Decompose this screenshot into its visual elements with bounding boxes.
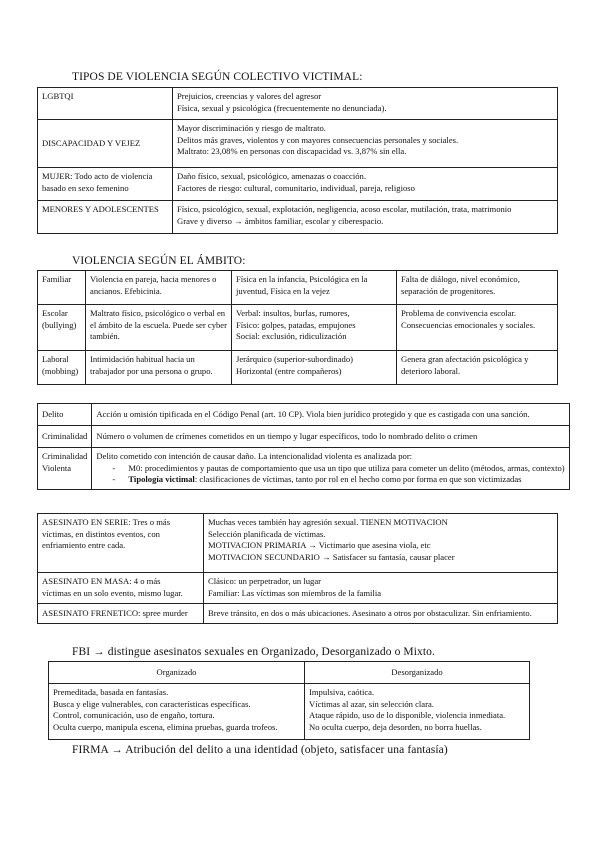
table-definiciones [37, 403, 570, 490]
table-row [38, 305, 558, 351]
row-content: Físico, psicológico, sexual, explotación, negligencia, acoso escolar, mutilación, trata, matrimonio Grave y diverso → ámbitos familiar, escolar y ciberespacio. [173, 201, 558, 234]
row-label: ASESINATO FRENETICO: spree murder [38, 604, 204, 624]
row-label: MUJER: Todo acto de violencia basado en sexo femenino [38, 168, 173, 201]
section-title-ambito: VIOLENCIA SEGÚN EL ÁMBITO: [72, 255, 246, 267]
table-row [38, 168, 558, 201]
table-row [38, 604, 558, 624]
section-title-colectivo: TIPOS DE VIOLENCIA SEGÚN COLECTIVO VICTIMAL: [72, 71, 363, 83]
row-content: Daño físico, sexual, psicológico, amenazas o coacción. Factores de riesgo: cultural, comunitario, individual, pareja, religioso [173, 168, 558, 201]
table-row [38, 426, 570, 448]
row-label: Escolar (bullying) [38, 305, 86, 351]
fbi-heading: FBI → distingue asesinatos sexuales en Organizado, Desorganizado o Mixto. [72, 646, 435, 658]
row-content: Mayor discriminación y riesgo de maltrato. Delitos más graves, violentos y con mayores consecuencias personales y sociales. Maltrato: 23,08% en personas con discapacidad vs. 3,87% sin ella. [173, 120, 558, 168]
table-row [38, 448, 570, 490]
row-content: Clásico: un perpetrador, un lugar Familiar: Las víctimas son miembros de la familia [204, 573, 558, 604]
ambito-cell-tipos: Jerárquico (superior-subordinado) Horizontal (entre compañeros) [232, 351, 397, 385]
table-colectivo [37, 87, 558, 234]
table-asesinatos [37, 513, 558, 624]
table-row [49, 684, 530, 740]
table-ambito [37, 270, 558, 385]
ambito-cell-descripcion: Violencia en pareja, hacia menores o ancianos. Efebicinia. [86, 271, 232, 305]
row-label: DISCAPACIDAD Y VEJEZ [38, 120, 173, 168]
row-label: LGBTQI [38, 88, 173, 120]
table-row [38, 201, 558, 234]
list-item: - Tipología victimal: clasificaciones de víctimas, tanto por rol en el hecho como por forma en que son victimizadas [128, 474, 564, 486]
bullet-list [96, 463, 564, 486]
ambito-cell-factores: Falta de diálogo, nivel económico, separación de progenitores. [397, 271, 558, 305]
row-label: ASESINATO EN MASA: 4 o más víctimas en un solo evento, mismo lugar. [38, 573, 204, 604]
row-content: Muchas veces también hay agresión sexual. TIENEN MOTIVACION Selección planificada de víctimas. MOTIVACION PRIMARIA → Victimario que asesina viola, etc MOTIVACION SECUNDARIO → Satisfacer su fantasía, causar placer [204, 514, 558, 573]
row-content: Acción u omisión tipificada en el Código Penal (art. 10 CP). Viola bien jurídico protegido y que es castigada con una sanción. [92, 404, 569, 426]
table-row [38, 88, 558, 120]
table-row [38, 573, 558, 604]
firma-line: FIRMA → Atribución del delito a una identidad (objeto, satisfacer una fantasía) [72, 744, 448, 756]
table-row [38, 404, 570, 426]
row-content: Breve tránsito, en dos o más ubicaciones. Asesinato a otros por obstaculizar. Sin enfriamiento. [204, 604, 558, 624]
table-row [38, 351, 558, 385]
table-row [38, 120, 558, 168]
column-header-desorganizado: Desorganizado [305, 662, 530, 684]
organizado-cell: Premeditada, basada en fantasías. Busca y elige vulnerables, con características específicas. Control, comunicación, uso de engaño, tortura. Oculta cuerpo, manipula escena, elimina pruebas, guarda trofeos. [49, 684, 305, 740]
column-header-organizado: Organizado [49, 662, 305, 684]
ambito-cell-tipos: Física en la infancia, Psicológica en la juventud, Física en la vejez [232, 271, 397, 305]
table-fbi [48, 661, 530, 740]
row-content: Delito cometido con intención de causar daño. La intencionalidad violenta es analizada por: - M0: procedimientos y pautas de comportamiento que usa un tipo que utiliza para cometer un delito (métodos, armas, contexto) - Tipología victimal: clasificaciones de víctimas, tanto por rol en el hecho como por forma en que son victimizadas [92, 448, 569, 490]
row-content: Prejuicios, creencias y valores del agresor Física, sexual y psicológica (frecuentemente no denunciada). [173, 88, 558, 120]
row-label: ASESINATO EN SERIE: Tres o más víctimas, en distintos eventos, con enfriamiento entre cada. [38, 514, 204, 573]
row-label: Laboral (mobbing) [38, 351, 86, 385]
ambito-cell-factores: Genera gran afectación psicológica y deterioro laboral. [397, 351, 558, 385]
row-label: Familiar [38, 271, 86, 305]
row-content: Número o volumen de crímenes cometidos en un tiempo y lugar específicos, todo lo nombrado delito o crimen [92, 426, 569, 448]
ambito-cell-descripcion: Intimidación habitual hacia un trabajador por una persona o grupo. [86, 351, 232, 385]
desorganizado-cell: Impulsiva, caótica. Víctimas al azar, sin selección clara. Ataque rápido, uso de lo disponible, violencia inmediata. No oculta cuerpo, deja desorden, no borra huellas. [305, 684, 530, 740]
list-item: - M0: procedimientos y pautas de comportamiento que usa un tipo que utiliza para cometer un delito (métodos, armas, contexto) [128, 463, 564, 475]
row-label: Delito [38, 404, 92, 426]
ambito-cell-descripcion: Maltrato físico, psicológico o verbal en el ámbito de la escuela. Puede ser cyber también. [86, 305, 232, 351]
ambito-cell-factores: Problema de convivencia escolar. Consecuencias emocionales y sociales. [397, 305, 558, 351]
ambito-cell-tipos: Verbal: insultos, burlas, rumores, Físico: golpes, patadas, empujones Social: exclusión, ridiculización [232, 305, 397, 351]
table-row [49, 662, 530, 684]
table-row [38, 514, 558, 573]
row-label: Criminalidad [38, 426, 92, 448]
row-label: Criminalidad Violenta [38, 448, 92, 490]
row-label: MENORES Y ADOLESCENTES [38, 201, 173, 234]
table-row [38, 271, 558, 305]
